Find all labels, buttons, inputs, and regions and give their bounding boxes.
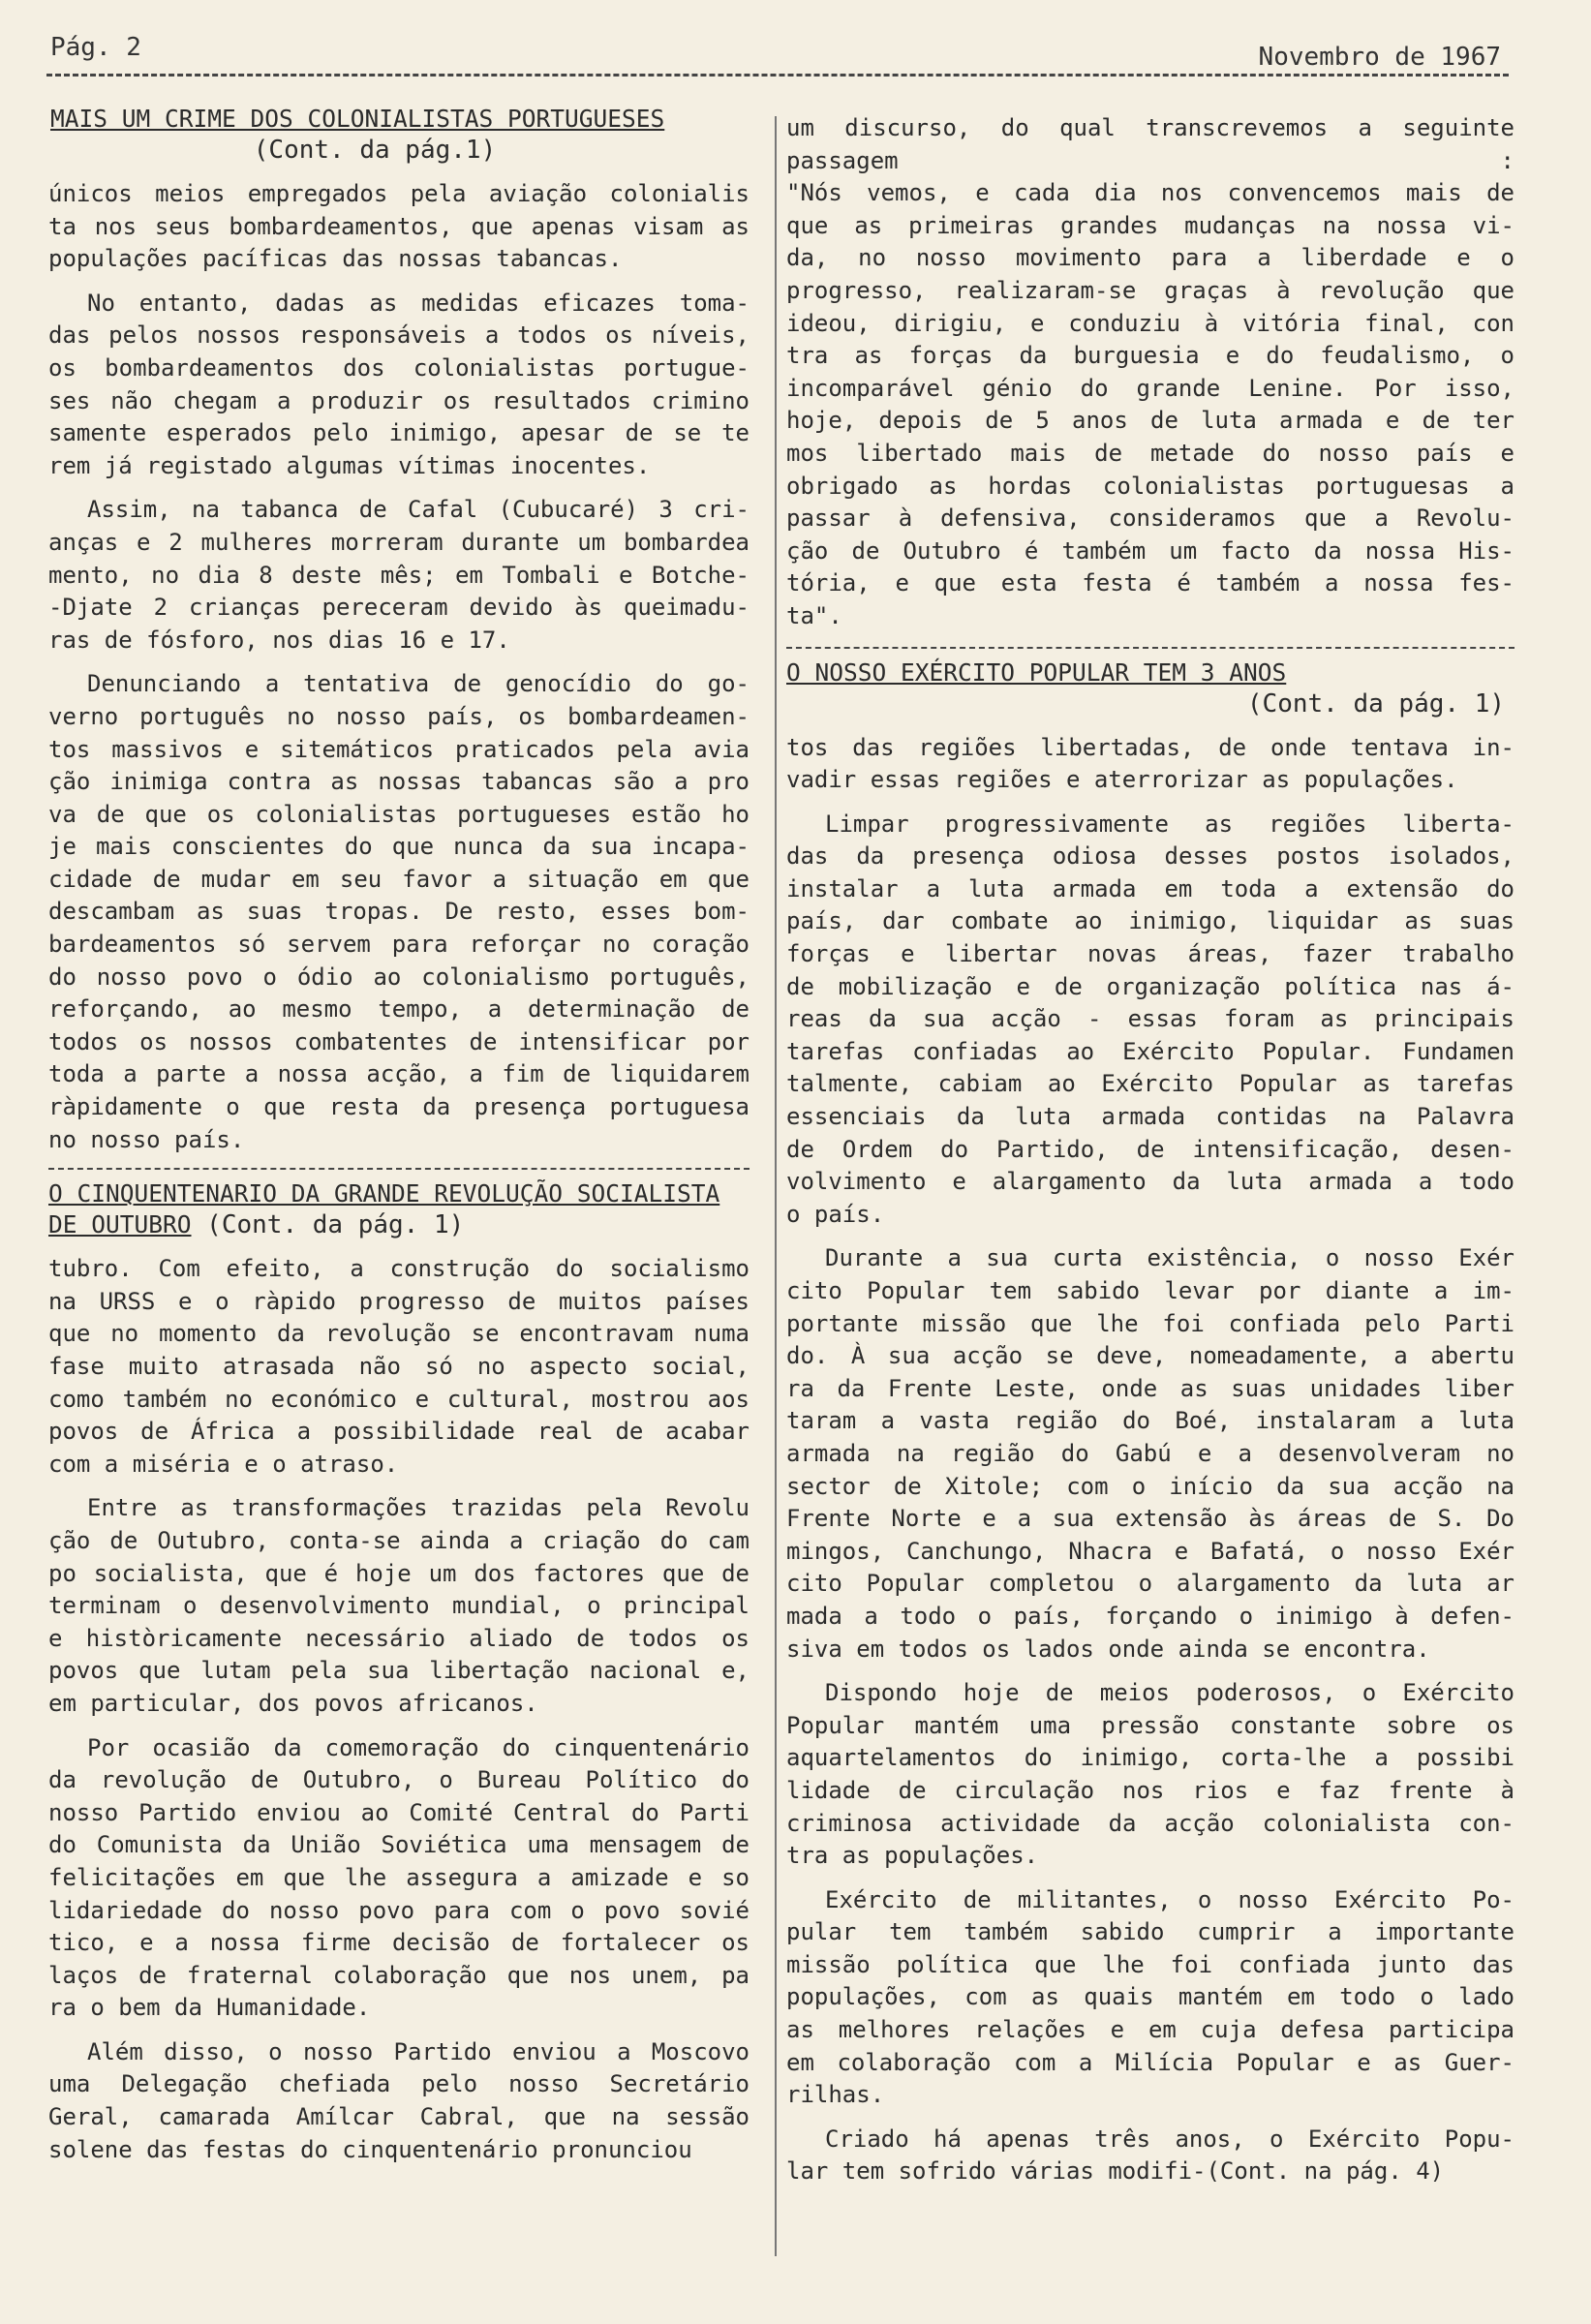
text-line: como também no económico e cultural, mostrou aos (48, 1385, 750, 1413)
article-body (48, 1253, 750, 2166)
text-line: terminam o desenvolvimento mundial, o principal (48, 1592, 750, 1620)
text-line: mada a todo o país, forçando o inimigo à defen- (786, 1602, 1515, 1630)
text-line: rem já registado algumas vítimas inocentes. (48, 451, 651, 479)
text-line: vadir essas regiões e aterrorizar as populações. (786, 766, 1458, 794)
text-line: anças e 2 mulheres morreram durante um bombardea (48, 528, 750, 556)
text-line: únicos meios empregados pela aviação colonialis (48, 180, 750, 207)
text-line: tos massivos e sitemáticos praticados pela avia (48, 735, 750, 763)
text-line: com a miséria e o atraso. (48, 1450, 399, 1478)
text-line: -Djate 2 crianças pereceram devido às queimadu- (48, 594, 750, 622)
text-line: tra as populações. (786, 1842, 1039, 1870)
text-line: do Comunista da União Soviética uma mensagem de (48, 1831, 750, 1859)
paragraph (48, 668, 750, 1156)
text-line: incomparável génio do grande Lenine. Por isso, (786, 374, 1515, 402)
text-line: mos libertado mais de metade do nosso país e (786, 439, 1515, 467)
article-title-continued: DE OUTUBRO (48, 1210, 192, 1239)
page-header (50, 29, 1501, 72)
paragraph (786, 809, 1515, 1232)
article-body (786, 112, 1515, 633)
text-line: verno português no nosso país, os bombardeamen- (48, 702, 750, 730)
text-line: Além disso, o nosso Partido enviou a Moscovo (87, 2037, 750, 2065)
text-line: uma Delegação chefiada pelo nosso Secretário (48, 2070, 750, 2098)
article-separator (48, 1168, 750, 1170)
text-line: e històricamente necessário aliado de todos os (48, 1624, 750, 1652)
text-line: ção de Outubro, conta-se ainda a criação do cam (48, 1526, 750, 1554)
text-line: todos os nossos combatentes de intensificar por (48, 1027, 750, 1055)
text-line: ra o bem da Humanidade. (48, 1994, 371, 2022)
text-line: descambam as suas tropas. De resto, esses bom- (48, 898, 750, 926)
continuation-note: (Cont. da pág.1) (253, 136, 497, 165)
text-line: taram a vasta região do Boé, instalaram a luta (786, 1407, 1515, 1435)
text-line: criminosa actividade da acção colonialista con- (786, 1809, 1515, 1837)
article-cinquentenario (48, 1179, 750, 2166)
text-line: "Nós vemos, e cada dia nos convencemos mais de (786, 179, 1515, 207)
text-line: Entre as transformações trazidas pela Revolu (87, 1494, 750, 1522)
text-line: tória, e que esta festa é também a nossa fes- (786, 569, 1515, 597)
text-line: bardeamentos só servem para reforçar no coração (48, 931, 750, 959)
text-line: das da presença odiosa desses postos isolados, (786, 842, 1515, 871)
text-line: ção inimiga contra as nossas tabancas são a pro (48, 768, 750, 796)
paragraph (48, 1253, 750, 1481)
text-line: laços de fraternal colaboração que nos unem, pa (48, 1961, 750, 1989)
text-line: Popular mantém uma pressão constante sobre os (786, 1711, 1515, 1739)
text-line: solene das festas do cinquentenário pronunciou (48, 2135, 692, 2163)
page-number: Pág. 2 (50, 33, 141, 62)
text-line: passagem : (786, 146, 1515, 174)
paragraph (786, 112, 1515, 633)
text-line: talmente, cabiam ao Exército Popular as tarefas (786, 1070, 1515, 1098)
text-line: da revolução de Outubro, o Bureau Político do (48, 1766, 750, 1794)
text-line: fase muito atrasada não só no aspecto social, (48, 1353, 750, 1380)
paragraph (48, 288, 750, 483)
text-line: populações pacíficas das nossas tabancas. (48, 245, 623, 273)
text-line: ta". (786, 601, 842, 629)
text-line: de mobilização e de organização política nas á- (786, 972, 1515, 1000)
text-line: tico, e a nossa firme decisão de fortalecer os (48, 1929, 750, 1957)
text-line: na URSS e o ràpido progresso de muitos países (48, 1287, 750, 1315)
text-line: je mais conscientes do que nunca da sua incapa- (48, 833, 750, 861)
paragraph (48, 1732, 750, 2025)
text-line: reforçando, ao mesmo tempo, a determinação de (48, 995, 750, 1024)
article-exercito-popular (786, 658, 1515, 2189)
text-line: os bombardeamentos dos colonialistas portugue- (48, 353, 750, 382)
text-line: Dispondo hoje de meios poderosos, o Exército (825, 1679, 1515, 1707)
text-line: cito Popular tem sabido levar por diante a im- (786, 1277, 1515, 1304)
text-line: Exército de militantes, o nosso Exército Po- (825, 1885, 1515, 1913)
article-title-line2 (48, 1208, 750, 1241)
article-crime-colonialistas (48, 105, 750, 1156)
issue-date: Novembro de 1967 (1258, 43, 1501, 72)
column-separator (775, 116, 777, 2256)
text-line: das pelos nossos responsáveis a todos os níveis, (48, 321, 750, 350)
text-line: do nosso povo o ódio ao colonialismo português, (48, 963, 750, 991)
text-line: sector de Xitole; com o início da sua acção na (786, 1472, 1515, 1500)
text-line: Criado há apenas três anos, o Exército Popu- (825, 2125, 1515, 2153)
paragraph (48, 2036, 750, 2166)
text-line: siva em todos os lados onde ainda se encontra. (786, 1635, 1430, 1663)
text-line: nosso Partido enviou ao Comité Central do Parti (48, 1798, 750, 1826)
text-line: povos que lutam pela sua libertação nacional e, (48, 1657, 750, 1685)
text-line: em particular, dos povos africanos. (48, 1689, 538, 1717)
text-line: as melhores relações e em cuja defesa participa (786, 2016, 1515, 2044)
paragraph (786, 732, 1515, 797)
paragraph (786, 1677, 1515, 1873)
text-line: va de que os colonialistas portugueses estão ho (48, 800, 750, 828)
text-line: lar tem sofrido várias modifi-(Cont. na pág. 4) (786, 2157, 1445, 2186)
text-line: toda a parte a nossa acção, a fim de liquidarem (48, 1060, 750, 1088)
text-line: tra as forças da burguesia e do feudalismo, o (786, 342, 1515, 370)
paragraph (786, 1884, 1515, 2112)
text-line: ta nos seus bombardeamentos, que apenas visam as (48, 212, 750, 240)
text-line: Limpar progressivamente as regiões liberta- (825, 810, 1515, 838)
text-line: em colaboração com a Milícia Popular e as Guer- (786, 2048, 1515, 2076)
text-line: cito Popular completou o alargamento da luta ar (786, 1570, 1515, 1598)
article-body (48, 178, 750, 1156)
text-line: lidariedade do nosso povo para com o povo sovié (48, 1896, 750, 1924)
text-line: ideou, dirigiu, e conduziu à vitória final, con (786, 309, 1515, 337)
text-line: o país. (786, 1200, 885, 1228)
text-line: felicitações em que lhe assegura a amizade e so (48, 1863, 750, 1891)
text-line: obrigado as hordas colonialistas portuguesas a (786, 472, 1515, 500)
article-separator (786, 647, 1515, 649)
paragraph (48, 178, 750, 276)
header-rule (46, 74, 1509, 76)
text-line: da, no nosso movimento para a liberdade e o (786, 244, 1515, 272)
text-line: missão política que lhe foi confiada junto das (786, 1950, 1515, 1978)
text-line: po socialista, que é hoje um dos factores que de (48, 1559, 750, 1587)
article-title: O CINQUENTENARIO DA GRANDE REVOLUÇÃO SOCIALISTA (48, 1179, 720, 1208)
text-line: povos de África a possibilidade real de acabar (48, 1418, 750, 1446)
text-line: ras de fósforo, nos dias 16 e 17. (48, 626, 510, 654)
text-line: cidade de mudar em seu favor a situação em que (48, 865, 750, 893)
text-line: tarefas confiadas ao Exército Popular. Fundamen (786, 1037, 1515, 1065)
paragraph (48, 1492, 750, 1720)
text-line: ràpidamente o que resta da presença portuguesa (48, 1093, 750, 1121)
text-line: essenciais da luta armada contidas na Palavra (786, 1103, 1515, 1131)
text-line: que no momento da revolução se encontravam numa (48, 1320, 750, 1348)
text-line: mento, no dia 8 deste mês; em Tombali e Botche- (48, 561, 750, 589)
text-line: portante missão que lhe foi confiada pelo Parti (786, 1309, 1515, 1337)
text-line: pular tem também sabido cumprir a importante (786, 1918, 1515, 1946)
text-line: tubro. Com efeito, a construção do socialismo (48, 1255, 750, 1283)
text-line: aquartelamentos do inimigo, corta-lhe a possibi (786, 1744, 1515, 1772)
text-line: Denunciando a tentativa de genocídio do go- (87, 670, 750, 698)
text-line: um discurso, do qual transcrevemos a seguinte (786, 114, 1515, 141)
text-line: país, dar combate ao inimigo, liquidar as suas (786, 907, 1515, 935)
right-column (786, 112, 1515, 2188)
text-line: Durante a sua curta existência, o nosso Exér (825, 1244, 1515, 1272)
text-line: volvimento e alargamento da luta armada a todo (786, 1168, 1515, 1196)
paragraph (786, 1242, 1515, 1666)
text-line: armada na região do Gabú e a desenvolveram no (786, 1439, 1515, 1467)
text-line: forças e libertar novas áreas, fazer trabalho (786, 940, 1515, 968)
left-column (48, 105, 750, 2166)
article-title: MAIS UM CRIME DOS COLONIALISTAS PORTUGUESES (50, 105, 665, 133)
text-line: Geral, camarada Amílcar Cabral, que na sessão (48, 2103, 750, 2131)
text-line: Frente Norte e a sua extensão às áreas de S. Do (786, 1505, 1515, 1533)
text-line: de Ordem do Partido, de intensificação, desen- (786, 1135, 1515, 1163)
text-line: rilhas. (786, 2081, 885, 2109)
text-line: samente esperados pelo inimigo, apesar de se te (48, 419, 750, 447)
continuation-note: (Cont. da pág. 1) (1246, 688, 1505, 719)
text-line: passar à defensiva, consideramos que a Revolu- (786, 505, 1515, 533)
text-line: no nosso país. (48, 1125, 245, 1153)
text-line: ra da Frente Leste, onde as suas unidades liber (786, 1374, 1515, 1402)
text-line: ses não chegam a produzir os resultados crimino (48, 386, 750, 414)
text-line: tos das regiões libertadas, de onde tentava in- (786, 733, 1515, 761)
text-line: No entanto, dadas as medidas eficazes toma- (87, 289, 750, 317)
article-title: O NOSSO EXÉRCITO POPULAR TEM 3 ANOS (786, 657, 1287, 687)
text-line: que as primeiras grandes mudanças na nossa vi- (786, 211, 1515, 239)
text-line: progresso, realizaram-se graças à revolução que (786, 276, 1515, 304)
text-line: Por ocasião da comemoração do cinquentenário (87, 1733, 750, 1761)
text-line: instalar a luta armada em toda a extensão do (786, 874, 1515, 902)
text-line: lidade de circulação nos rios e faz frente à (786, 1776, 1515, 1804)
text-line: ção de Outubro é também um facto da nossa His- (786, 536, 1515, 565)
article-body (786, 732, 1515, 2189)
text-line: mingos, Canchungo, Nhacra e Bafatá, o nosso Exér (786, 1537, 1515, 1565)
text-line: hoje, depois de 5 anos de luta armada e de ter (786, 407, 1515, 435)
text-line: do. À sua acção se deve, nomeadamente, a abertu (786, 1342, 1515, 1370)
continuation-note: (Cont. da pág. 1) (206, 1210, 465, 1240)
text-line: Assim, na tabanca de Cafal (Cubucaré) 3 cri- (87, 496, 750, 524)
article-cinquentenario-continued (786, 112, 1515, 633)
text-line: reas da sua acção - essas foram as principais (786, 1005, 1515, 1033)
text-line: populações, com as quais mantém em todo o lado (786, 1983, 1515, 2011)
paragraph (48, 494, 750, 657)
paragraph (786, 2124, 1515, 2188)
